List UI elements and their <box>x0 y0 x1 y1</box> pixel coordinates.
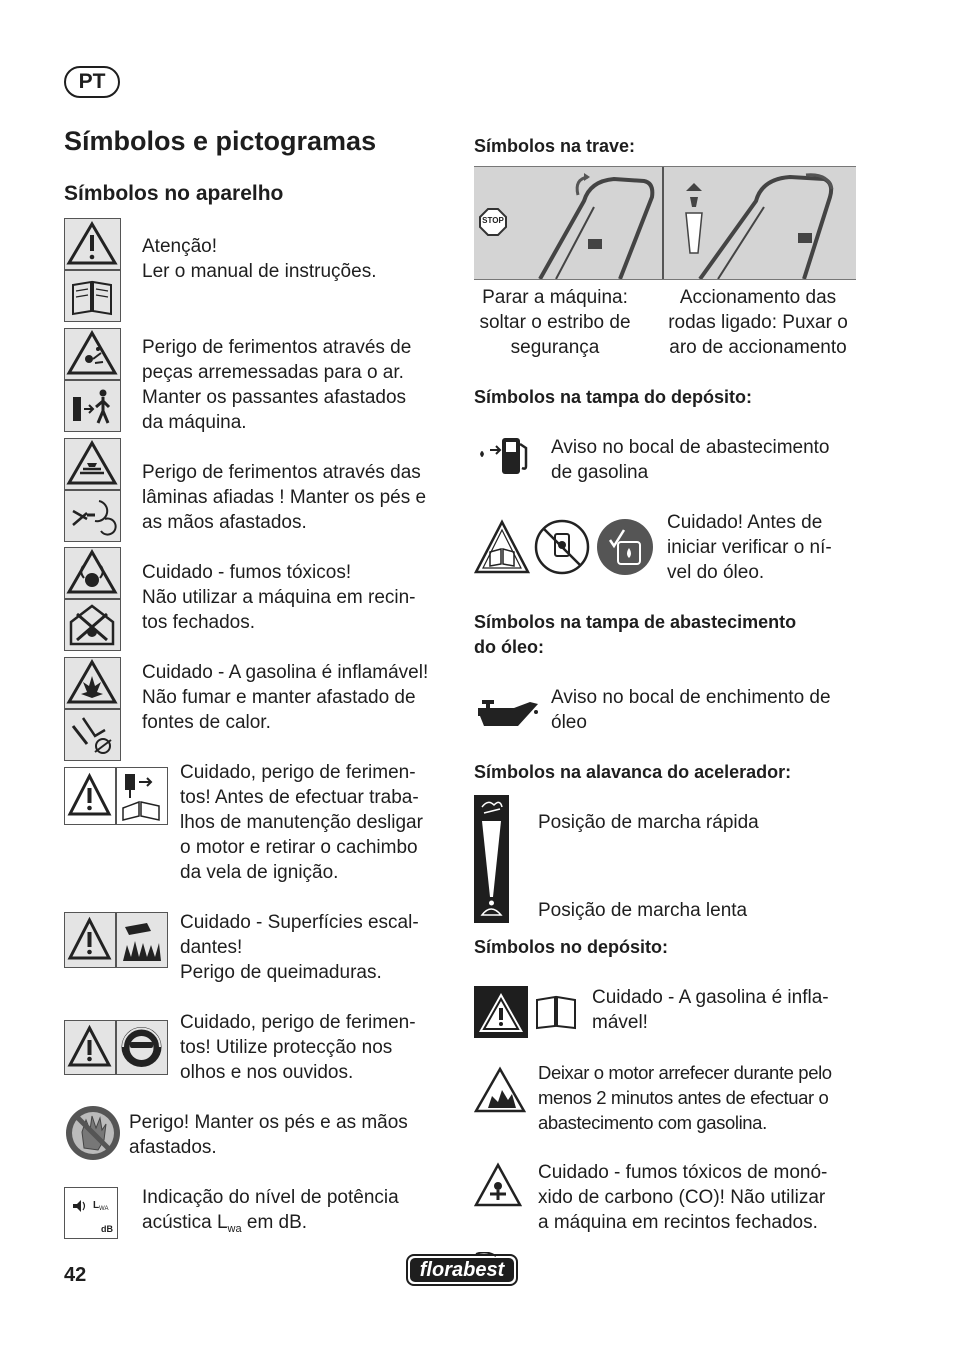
symbol-desc-thrown-objects: Perigo de ferimentos através de peças arremessadas para o ar. Manter os passantes afastados da máquina. <box>142 337 412 433</box>
language-badge: PT <box>64 66 120 98</box>
spark-plug-manual-icon <box>116 767 168 825</box>
tank-cap-desc-oil-level: Cuidado! Antes de iniciar verificar o ní- vel do óleo. <box>667 512 832 583</box>
throttle-lever-icon <box>474 795 509 923</box>
section-heading-tank: Símbolos no depósito: <box>474 937 668 957</box>
symbol-desc-sharp-blades: Perigo de ferimentos através das lâminas afiadas ! Manter os pés e as mãos afastados. <box>142 462 427 533</box>
symbol-desc-sound-power: Indicação do nível de potência acústica $L_{wa}$ em dB. <box>142 1187 399 1235</box>
svg-text:L: L <box>93 1200 100 1211</box>
symbol-desc-hot-surface: Cuidado - Superfícies escal- dantes! Perigo de queimaduras. <box>180 912 419 983</box>
rotating-blade-hand-icon <box>64 490 121 542</box>
oil-cap-desc: Aviso no bocal de enchimento de óleo <box>551 687 831 733</box>
brand-logo-text: florabest <box>419 1259 505 1281</box>
svg-text:WA: WA <box>99 1206 109 1212</box>
sound-power-icon <box>64 1187 118 1239</box>
handle-caption-stop: Parar a máquina: soltar o estribo de segurança <box>479 287 631 358</box>
brand-logo <box>406 1252 518 1288</box>
warning-icon <box>64 218 121 270</box>
section-heading-tank-cap: Símbolos na tampa do depósito: <box>474 387 753 407</box>
tank-cap-desc-fuel: Aviso no bocal de abastecimento de gasolina <box>551 437 830 483</box>
manual-book-icon <box>64 270 121 322</box>
tank-desc-cool-down: Deixar o motor arrefecer durante pelo menos 2 minutos antes de efectuar o abastecimento com gasolina. <box>538 1062 832 1133</box>
flammable-icon <box>64 657 121 709</box>
symbol-desc-attention: Atenção! Ler o manual de instruções. <box>142 236 377 282</box>
symbol-desc-maintenance: Cuidado, perigo de ferimen- tos! Antes de efectuar traba- lhos de manutenção desligar o motor e retirar o cachimbo da vela de ignição. <box>180 762 423 883</box>
drive-handle-illustration <box>664 167 854 279</box>
page-title: Símbolos e pictogramas <box>64 126 377 156</box>
thrown-objects-icon <box>64 328 121 380</box>
tank-desc-co-fumes: Cuidado - fumos tóxicos de monó- xido de carbono (CO)! Não utilizar a máquina em recintos fechados. <box>538 1162 828 1233</box>
no-engine-run-icon <box>533 518 591 576</box>
stop-icon-label: STOP <box>482 216 504 225</box>
toxic-fumes-icon <box>64 547 121 599</box>
oil-can-icon <box>474 694 542 732</box>
handle-caption-drive: Accionamento das rodas ligado: Puxar o aro de accionamento <box>668 287 848 358</box>
symbol-desc-eye-ear-protection: Cuidado, perigo de ferimen- tos! Utilize protecção nos olhos e nos ouvidos. <box>180 1012 416 1083</box>
section-heading-throttle: Símbolos na alavanca do acelerador: <box>474 762 792 782</box>
fuel-pump-icon <box>474 432 536 480</box>
section-heading-device: Símbolos no aparelho <box>64 182 284 205</box>
warning-icon-dark <box>474 986 528 1038</box>
warning-icon <box>64 912 116 968</box>
warning-icon <box>64 1020 116 1075</box>
keep-bystanders-away-icon <box>64 380 121 432</box>
page-number: 42 <box>64 1264 87 1286</box>
section-heading-oil-cap: Símbolos na tampa de abastecimento do óleo: <box>474 612 797 657</box>
handle-illustration-panel <box>474 166 856 280</box>
engine-hot-warning-icon <box>474 1066 526 1114</box>
hand-hazard-icon <box>64 1104 122 1162</box>
throttle-slow-label: Posição de marcha lenta <box>538 900 748 921</box>
svg-text:dB: dB <box>101 1224 113 1234</box>
no-smoking-icon <box>64 709 121 761</box>
symbol-desc-toxic-fumes: Cuidado - fumos tóxicos! Não utilizar a máquina em recin- tos fechados. <box>142 562 416 633</box>
symbol-desc-flammable: Cuidado - A gasolina é inflamável! Não fumar e manter afastado de fontes de calor. <box>142 662 429 733</box>
hot-surface-icon <box>116 912 168 968</box>
sharp-blades-icon <box>64 438 121 490</box>
oil-level-check-icon <box>596 518 654 576</box>
warning-manual-icon <box>474 518 530 576</box>
manual-book-icon <box>534 994 578 1030</box>
eye-ear-protection-icon <box>116 1020 168 1075</box>
warning-icon <box>64 767 116 825</box>
no-indoor-use-icon <box>64 599 121 651</box>
carbon-monoxide-warning-icon <box>474 1162 522 1208</box>
tank-desc-flammable: Cuidado - A gasolina é infla- mável! <box>592 987 829 1033</box>
section-heading-handle: Símbolos na trave: <box>474 136 636 156</box>
throttle-fast-label: Posição de marcha rápida <box>538 812 759 833</box>
symbol-desc-hand-hazard: Perigo! Manter os pés e as mãos afastados. <box>129 1112 408 1158</box>
